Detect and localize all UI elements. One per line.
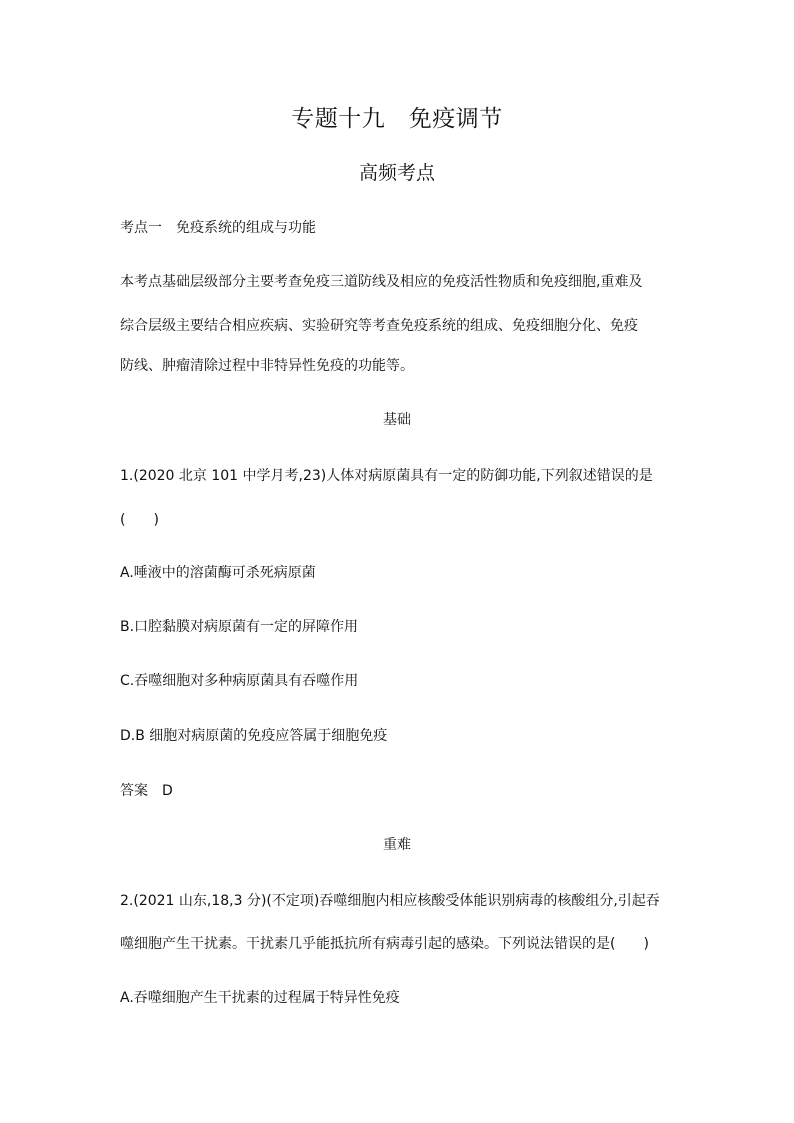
q1-stem: 1.(2020 北京 101 中学月考,23)人体对病原菌具有一定的防御功能,下列叙述错误的是 xyxy=(120,468,653,484)
topic-heading: 考点一 免疫系统的组成与功能 xyxy=(120,220,316,236)
q1-option-a: A.唾液中的溶菌酶可杀死病原菌 xyxy=(120,565,316,581)
page-title: 专题十九 免疫调节 xyxy=(291,106,503,132)
q1-option-d: D.B 细胞对病原菌的免疫应答属于细胞免疫 xyxy=(120,728,388,744)
intro-line-1: 本考点基础层级部分主要考查免疫三道防线及相应的免疫活性物质和免疫细胞,重难及 xyxy=(120,274,643,290)
intro-line-3: 防线、肿瘤清除过程中非特异性免疫的功能等。 xyxy=(120,358,414,374)
q1-option-c: C.吞噬细胞对多种病原菌具有吞噬作用 xyxy=(120,673,359,689)
page-subtitle: 高频考点 xyxy=(358,162,435,184)
section-heading-hard: 重难 xyxy=(383,837,411,853)
q2-stem-line-1: 2.(2021 山东,18,3 分)(不定项)吞噬细胞内相应核酸受体能识别病毒的核酸组分,引起吞 xyxy=(120,893,660,909)
q2-stem-line-2: 噬细胞产生干扰素。干扰素几乎能抵抗所有病毒引起的感染。下列说法错误的是( ) xyxy=(120,936,649,952)
q1-answer: 答案 D xyxy=(120,783,173,799)
q2-option-a: A.吞噬细胞产生干扰素的过程属于特异性免疫 xyxy=(120,990,400,1006)
intro-line-2: 综合层级主要结合相应疾病、实验研究等考查免疫系统的组成、免疫细胞分化、免疫 xyxy=(120,318,638,334)
q1-option-b: B.口腔黏膜对病原菌有一定的屏障作用 xyxy=(120,619,359,635)
section-heading-basic: 基础 xyxy=(383,412,411,428)
q1-answer-bracket: ( ) xyxy=(120,512,159,528)
